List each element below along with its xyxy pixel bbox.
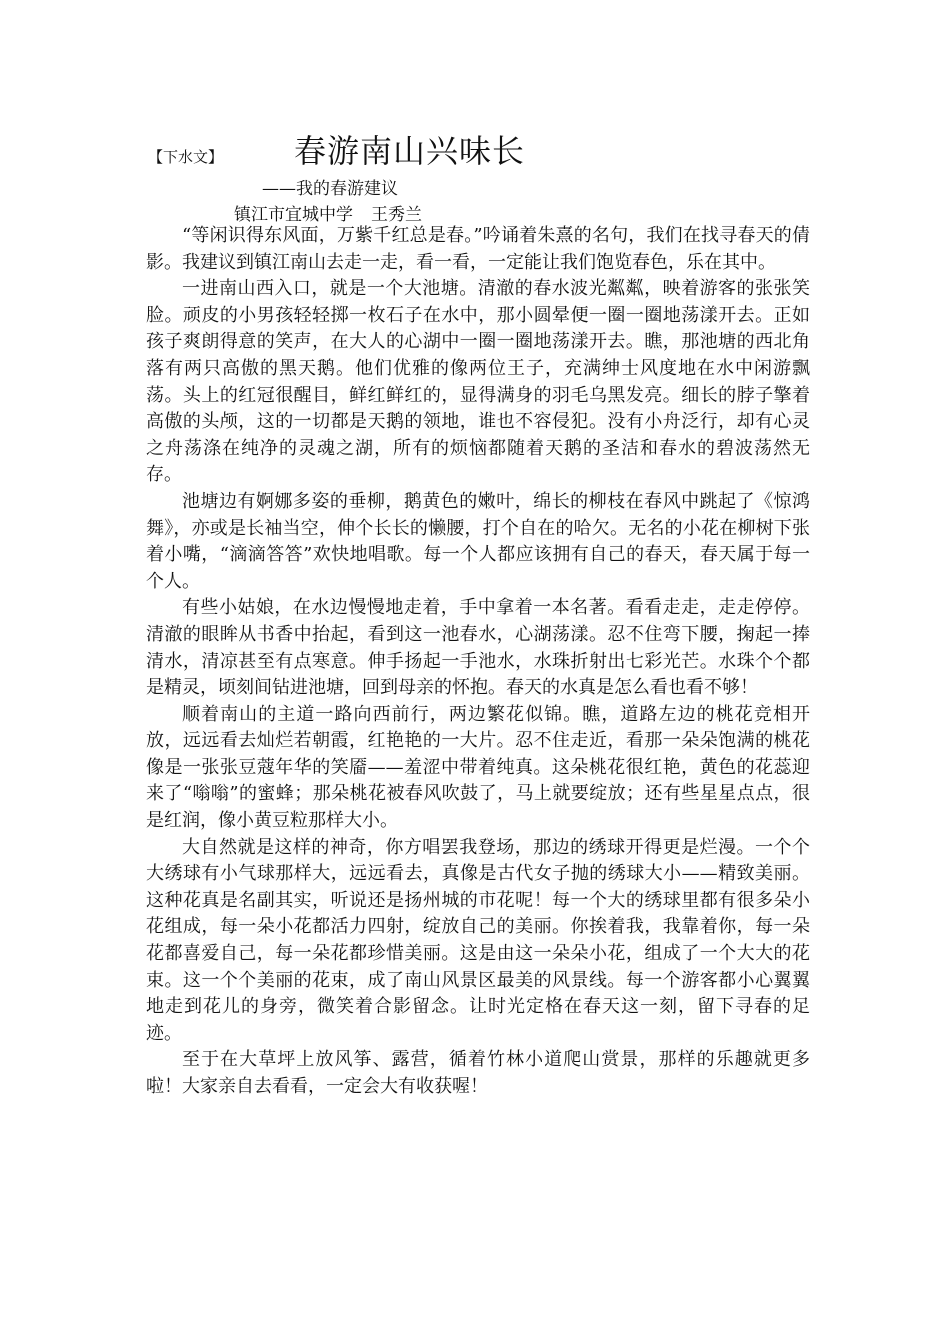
document-tag: 【下水文】 — [148, 148, 224, 166]
paragraph-4: 有些小姑娘，在水边慢慢地走着，手中拿着一本名著。看看走走，走走停停。清澈的眼眸从书香中抬起，看到这一池春水，心湖荡漾。忍不住弯下腰，掬起一捧清水，清凉甚至有点寒意。伸手扬起一手池水，水珠折射出七彩光芒。水珠个个都是精灵，顷刻间钻进池塘，回到母亲的怀抱。春天的水真是怎么看也看不够！ — [146, 597, 810, 699]
paragraph-3: 池塘边有婀娜多姿的垂柳，鹅黄色的嫩叶，绵长的柳枝在春风中跳起了《惊鸿舞》，亦或是长袖当空，伸个长长的懒腰，打个自在的哈欠。无名的小花在柳树下张着小嘴，“滴滴答答”欢快地唱歌。每一个人都应该拥有自己的春天，春天属于每一个人。 — [146, 490, 810, 592]
document-title: 春游南山兴味长 — [294, 132, 526, 170]
document-header — [148, 126, 808, 176]
paragraph-7: 至于在大草坪上放风筝、露营，循着竹林小道爬山赏景，那样的乐趣就更多啦！大家亲自去看看，一定会大有收获喔！ — [146, 1049, 810, 1097]
paragraph-5: 顺着南山的主道一路向西前行，两边繁花似锦。瞧，道路左边的桃花竞相开放，远远看去灿烂若朝霞，红艳艳的一大片。忍不住走近，看那一朵朵饱满的桃花像是一张张豆蔻年华的笑靥——羞涩中带着纯真。这朵桃花很红艳，黄色的花蕊迎来了“嗡嗡”的蜜蜂；那朵桃花被春风吹鼓了，马上就要绽放；还有些星星点点，很是红润，像小黄豆粒那样大小。 — [146, 703, 810, 832]
author-school: 镇江市宜城中学 — [234, 205, 353, 225]
author-name: 王秀兰 — [371, 205, 422, 225]
paragraph-6: 大自然就是这样的神奇，你方唱罢我登场，那边的绣球开得更是烂漫。一个个大绣球有小气球那样大，远远看去，真像是古代女子抛的绣球大小——精致美丽。这种花真是名副其实，听说还是扬州城的市花呢！每一个大的绣球里都有很多朵小花组成，每一朵小花都活力四射，绽放自己的美丽。你挨着我，我靠着你，每一朵花都喜爱自己，每一朵花都珍惜美丽。这是由这一朵朵小花，组成了一个大大的花束。这一个个美丽的花束，成了南山风景区最美的风景线。每一个游客都小心翼翼地走到花儿的身旁，微笑着合影留念。让时光定格在春天这一刻，留下寻春的足迹。 — [146, 836, 810, 1044]
paragraph-2: 一进南山西入口，就是一个大池塘。清澈的春水波光粼粼，映着游客的张张笑脸。顽皮的小男孩轻轻掷一枚石子在水中，那小圆晕便一圈一圈地荡漾开去。正如孩子爽朗得意的笑声，在大人的心湖中一圈一圈地荡漾开去。瞧，那池塘的西北角落有两只高傲的黑天鹅。他们优雅的像两位王子，充满绅士风度地在水中闲游飘荡。头上的红冠很醒目，鲜红鲜红的，显得满身的羽毛乌黑发亮。细长的脖子擎着高傲的头颅，这的一切都是天鹅的领地，谁也不容侵犯。没有小舟泛行，却有心灵之舟荡涤在纯净的灵魂之湖，所有的烦恼都随着天鹅的圣洁和春水的碧波荡然无存。 — [146, 278, 810, 486]
author-line — [234, 200, 422, 225]
document-subtitle: ——我的春游建议 — [262, 179, 398, 199]
document-body — [146, 223, 810, 1101]
paragraph-1: “等闲识得东风面，万紫千红总是春。”吟诵着朱熹的名句，我们在找寻春天的倩影。我建议到镇江南山去走一走，看一看，一定能让我们饱览春色，乐在其中。 — [146, 225, 810, 273]
